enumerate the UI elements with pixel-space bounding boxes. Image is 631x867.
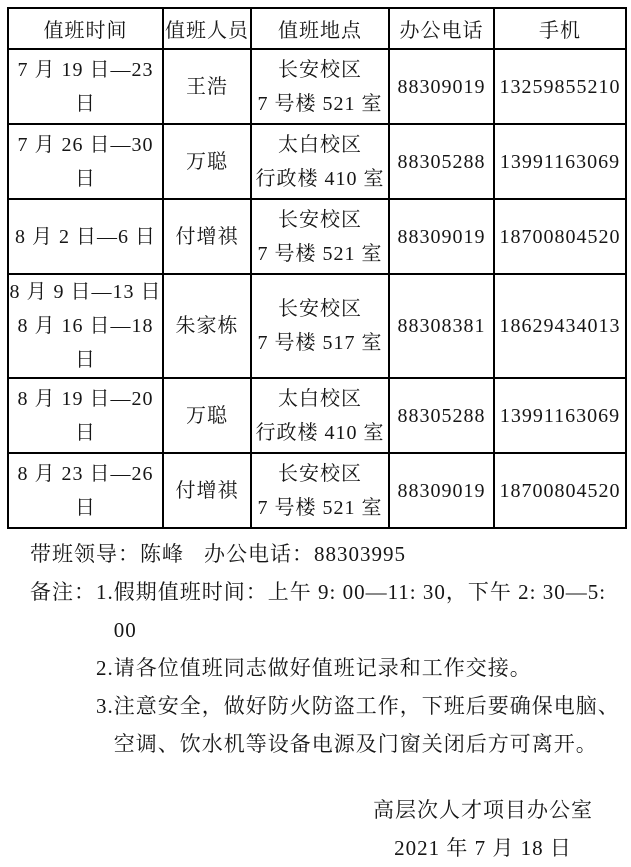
office-phone-text: 88308381 [397, 315, 486, 337]
table-row [8, 124, 626, 199]
duty-time-text: 8 月 16 日—18 日 [17, 315, 154, 371]
duty-time-cell [8, 49, 163, 124]
office-phone-text: 88309019 [397, 479, 486, 502]
header-duty-time: 值班时间 [8, 8, 163, 49]
note-number: 3. [96, 694, 114, 718]
office-phone-cell [389, 199, 494, 274]
duty-location-campus: 长安校区 [278, 208, 362, 231]
office-phone-cell [389, 49, 494, 124]
duty-time-text: 8 月 9 日—13 日 [9, 281, 162, 303]
office-phone-cell [389, 274, 494, 378]
header-duty-person: 值班人员 [163, 8, 251, 49]
duty-person-text: 王浩 [186, 75, 228, 98]
note-line: 空调、饮水机等设备电源及门窗关闭后方可离开。 [113, 732, 598, 756]
duty-person-cell [163, 199, 251, 274]
duty-location-campus: 太白校区 [278, 133, 362, 156]
duty-location-cell [251, 124, 389, 199]
office-phone-label: 办公电话： [204, 542, 314, 566]
duty-schedule-table [7, 7, 627, 529]
mobile-text: 13991163069 [499, 150, 621, 173]
duty-time-cell [8, 124, 163, 199]
note-text [114, 649, 631, 687]
duty-person-text: 万聪 [186, 404, 228, 427]
duty-location-room: 7 号楼 521 室 [257, 242, 383, 265]
duty-location-cell [251, 378, 389, 453]
duty-location-campus: 太白校区 [278, 387, 362, 410]
duty-location-room: 7 号楼 521 室 [257, 92, 383, 115]
table-row [8, 453, 626, 528]
duty-person-cell [163, 274, 251, 378]
duty-time-text: 8 月 23 日—26 日 [17, 462, 154, 519]
mobile-cell [494, 124, 626, 199]
header-duty-location: 值班地点 [251, 8, 389, 49]
duty-location-room: 7 号楼 517 室 [257, 332, 383, 354]
header-mobile: 手机 [494, 8, 626, 49]
leader-line [30, 535, 631, 573]
office-phone-text: 88309019 [397, 225, 486, 248]
duty-location-cell [251, 49, 389, 124]
duty-location-room: 行政楼 410 室 [255, 421, 385, 444]
note-text [114, 573, 631, 649]
duty-time-text: 8 月 19 日—20 日 [17, 387, 154, 444]
duty-location-cell [251, 274, 389, 378]
header-office-phone: 办公电话 [389, 8, 494, 49]
signature-date: 2021 年 7 月 18 日 [394, 836, 572, 860]
office-phone-cell [389, 124, 494, 199]
notes-label: 备注： [30, 580, 96, 604]
note-line: 请各位值班同志做好值班记录和工作交接。 [113, 656, 532, 680]
mobile-text: 18629434013 [499, 315, 621, 337]
duty-location-room: 行政楼 410 室 [255, 167, 385, 190]
mobile-text: 13991163069 [499, 404, 621, 427]
note-item [96, 687, 631, 763]
office-phone-text: 88309019 [397, 75, 486, 98]
table-row [8, 49, 626, 124]
footer-section [0, 535, 631, 867]
duty-person-text: 朱家栋 [175, 315, 239, 337]
table-row [8, 274, 626, 378]
office-phone-value: 88303995 [314, 542, 406, 566]
note-item [96, 649, 631, 687]
duty-time-cell [8, 378, 163, 453]
duty-location-campus: 长安校区 [278, 462, 362, 485]
duty-location-campus: 长安校区 [278, 58, 362, 81]
office-phone-text: 88305288 [397, 150, 486, 173]
duty-person-text: 付增祺 [175, 225, 239, 248]
duty-schedule-document [0, 7, 631, 860]
signature-office: 高层次人才项目办公室 [373, 798, 593, 822]
mobile-cell [494, 199, 626, 274]
duty-time-text: 8 月 2 日—6 日 [15, 225, 156, 248]
office-phone-text: 88305288 [397, 404, 486, 427]
duty-person-cell [163, 49, 251, 124]
table-row [8, 199, 626, 274]
duty-person-cell [163, 453, 251, 528]
table-row [8, 378, 626, 453]
duty-location-cell [251, 199, 389, 274]
duty-person-text: 付增祺 [175, 479, 239, 502]
mobile-text: 18700804520 [499, 225, 621, 248]
note-text [114, 687, 631, 763]
duty-time-text: 7 月 19 日—23 日 [17, 58, 154, 115]
duty-person-cell [163, 378, 251, 453]
note-item [96, 573, 631, 649]
duty-time-text: 7 月 26 日—30 日 [17, 133, 154, 190]
duty-person-text: 万聪 [186, 150, 228, 173]
signature-block [373, 791, 593, 867]
office-phone-cell [389, 378, 494, 453]
leader-label: 带班领导： [30, 542, 140, 566]
duty-time-cell [8, 274, 163, 378]
mobile-cell [494, 49, 626, 124]
note-number: 1. [96, 580, 114, 604]
mobile-text: 13259855210 [499, 75, 621, 98]
table-header-row [8, 8, 626, 49]
notes-block [30, 573, 631, 763]
note-line: 假期值班时间：上午 9: 00—11: 30，下午 2: 30—5: 00 [113, 580, 607, 642]
notes-items [96, 573, 631, 763]
office-phone-cell [389, 453, 494, 528]
leader-name: 陈峰 [140, 542, 184, 566]
duty-location-cell [251, 453, 389, 528]
mobile-text: 18700804520 [499, 479, 621, 502]
mobile-cell [494, 453, 626, 528]
mobile-cell [494, 274, 626, 378]
duty-location-campus: 长安校区 [278, 298, 362, 320]
duty-location-room: 7 号楼 521 室 [257, 496, 383, 519]
duty-person-cell [163, 124, 251, 199]
duty-time-cell [8, 453, 163, 528]
duty-time-cell [8, 199, 163, 274]
note-line: 注意安全，做好防火防盗工作，下班后要确保电脑、 [113, 694, 620, 718]
mobile-cell [494, 378, 626, 453]
note-number: 2. [96, 656, 114, 680]
